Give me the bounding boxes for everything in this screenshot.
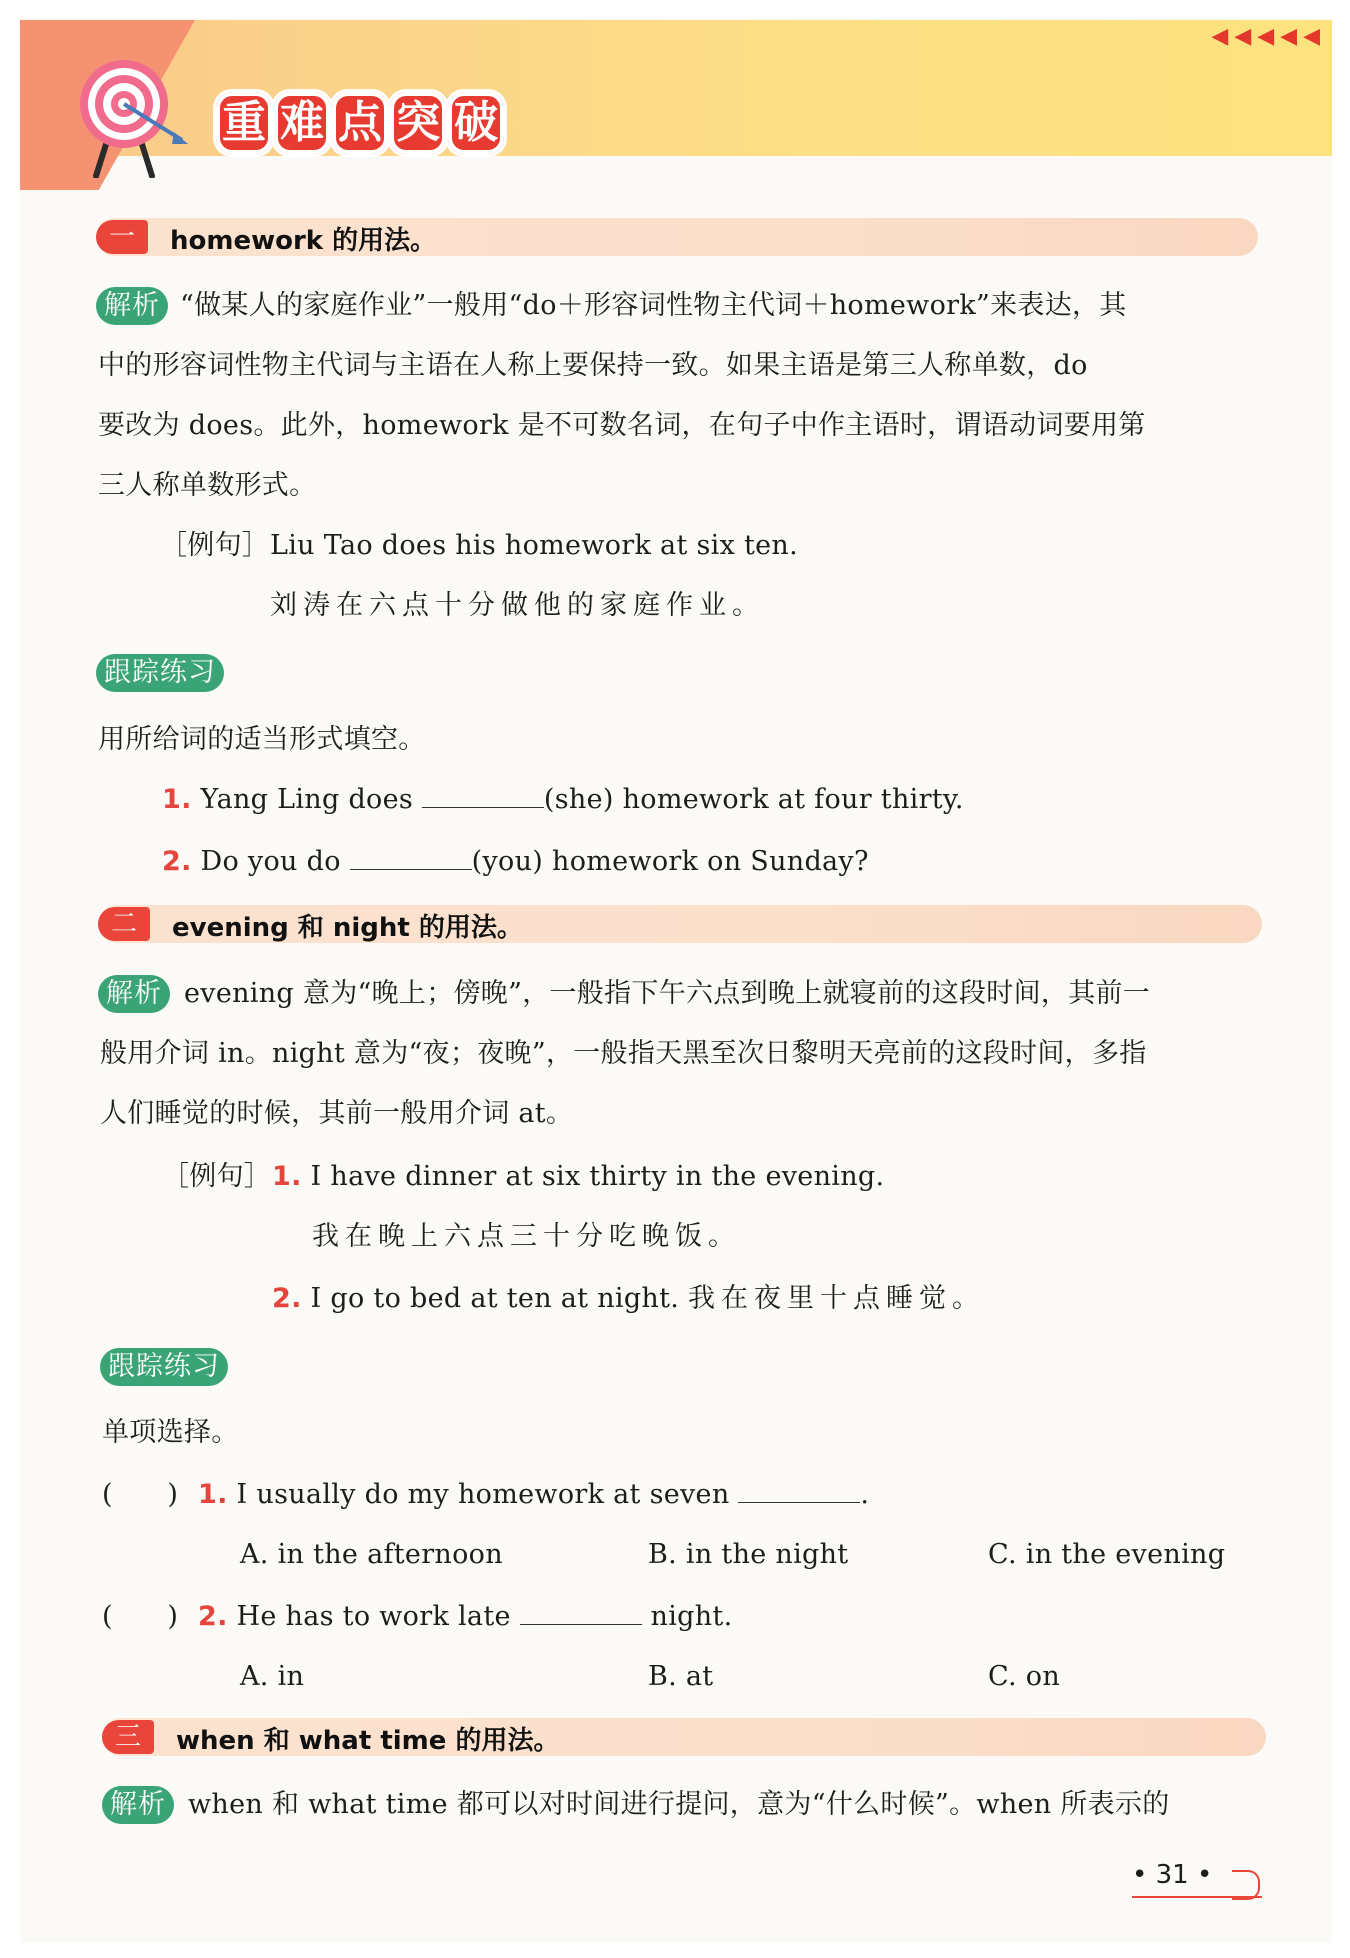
practice-badge: 跟踪练习 (96, 654, 224, 692)
practice-badge: 跟踪练习 (100, 1348, 228, 1386)
question-text: . (860, 1479, 870, 1510)
exercise-text: Do you do (200, 846, 341, 877)
page-number: • 31 • (1132, 1860, 1213, 1890)
section-2-title: evening 和 night 的用法。 (172, 913, 523, 943)
example-sentence-cn: 我在晚上六点三十分吃晚饭。 (312, 1221, 741, 1252)
example-tag: ［例句］ (160, 530, 270, 561)
section-1-explain-line: 三人称单数形式。 (98, 470, 317, 501)
answer-blank[interactable] (350, 845, 472, 870)
section-1-number: 一 (96, 220, 148, 254)
header-title-char: 重 (216, 92, 272, 154)
question-item (198, 1600, 732, 1634)
header-title-char: 破 (448, 92, 504, 154)
option-c[interactable]: C. on (988, 1661, 1061, 1692)
exercise-text: (you) homework on Sunday? (471, 846, 869, 877)
option-b[interactable]: B. in the night (648, 1539, 849, 1570)
section-1-title: homework 的用法。 (170, 226, 437, 256)
exercise-text: Yang Ling does (200, 784, 414, 815)
exercise-number: 2. (162, 846, 192, 877)
exercise-item (162, 783, 964, 817)
example-tag: ［例句］ (162, 1161, 272, 1192)
arrow-left-icon: ◀ (1211, 24, 1229, 49)
arrow-left-icon: ◀ (1257, 24, 1275, 49)
question-text: He has to work late (236, 1601, 511, 1632)
question-item (198, 1478, 869, 1512)
analysis-badge: 解析 (102, 1786, 174, 1824)
practice-instruction: 用所给词的适当形式填空。 (98, 724, 426, 755)
question-text: night. (650, 1601, 733, 1632)
section-1-explain-line: “做某人的家庭作业”一般用“do＋形容词性物主代词＋homework”来表达，其 (180, 290, 1127, 321)
example-sentence-cn: 我在夜里十点睡觉。 (688, 1283, 986, 1314)
question-paren[interactable]: ( ) (102, 1601, 179, 1632)
exercise-text: (she) homework at four thirty. (543, 784, 964, 815)
analysis-badge: 解析 (96, 287, 168, 325)
section-2-explain-line: evening 意为“晚上；傍晚”，一般指下午六点到晚上就寝前的这段时间，其前一 (184, 978, 1151, 1009)
question-paren[interactable]: ( ) (102, 1479, 179, 1510)
example-number: 1. (272, 1161, 302, 1192)
section-3-explain-line: when 和 what time 都可以对时间进行提问，意为“什么时候”。when 所表示的 (188, 1789, 1170, 1820)
example-sentence-en: I have dinner at six thirty in the evening. (310, 1161, 885, 1192)
answer-blank (520, 1600, 642, 1625)
exercise-number: 1. (162, 784, 192, 815)
example-number: 2. (272, 1283, 302, 1314)
option-a[interactable]: A. in the afternoon (240, 1539, 503, 1570)
example-sentence-en: I go to bed at ten at night. (310, 1283, 680, 1314)
section-3-title: when 和 what time 的用法。 (176, 1726, 560, 1756)
section-1-explain-line: 要改为 does。此外，homework 是不可数名词，在句子中作主语时，谓语动词要用第 (98, 410, 1146, 441)
header-title-char: 突 (390, 92, 446, 154)
header-arrows (1211, 26, 1320, 48)
section-2-explain-line: 般用介词 in。night 意为“夜；夜晚”，一般指天黑至次日黎明天亮前的这段时间，多指 (100, 1038, 1147, 1069)
option-a[interactable]: A. in (240, 1661, 305, 1692)
section-2-number: 二 (98, 907, 150, 941)
answer-blank[interactable] (422, 783, 544, 808)
answer-blank (738, 1478, 860, 1503)
arrow-left-icon: ◀ (1234, 24, 1252, 49)
section-1-explain-line: 中的形容词性物主代词与主语在人称上要保持一致。如果主语是第三人称单数，do (98, 350, 1088, 381)
header-title-char: 难 (274, 92, 330, 154)
question-number: 2. (198, 1601, 228, 1632)
header-title-char: 点 (332, 92, 388, 154)
option-c[interactable]: C. in the evening (988, 1539, 1226, 1570)
section-3-number: 三 (102, 1720, 154, 1754)
page-corner-hook-icon (1232, 1870, 1260, 1900)
option-b[interactable]: B. at (648, 1661, 714, 1692)
example-item (272, 1160, 884, 1194)
section-2-explain-line: 人们睡觉的时候，其前一般用介词 at。 (100, 1098, 574, 1129)
practice-instruction: 单项选择。 (102, 1417, 239, 1448)
question-text: I usually do my homework at seven (236, 1479, 730, 1510)
arrow-left-icon: ◀ (1303, 24, 1320, 49)
arrow-left-icon: ◀ (1280, 24, 1298, 49)
analysis-badge: 解析 (98, 975, 170, 1013)
question-number: 1. (198, 1479, 228, 1510)
example-sentence-cn: 刘涛在六点十分做他的家庭作业。 (270, 590, 765, 621)
example-sentence-en: Liu Tao does his homework at six ten. (270, 530, 798, 561)
exercise-item (162, 845, 869, 879)
example-item (272, 1282, 985, 1316)
target-icon (78, 58, 188, 178)
